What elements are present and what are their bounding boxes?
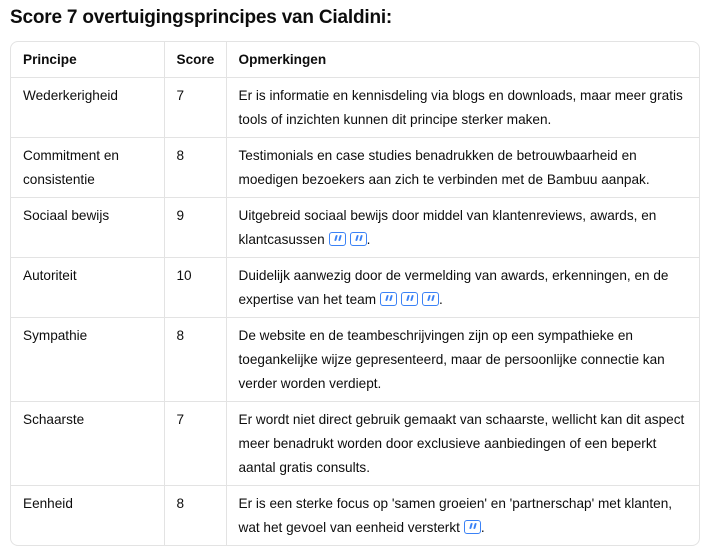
principle-cell: Schaarste: [11, 402, 164, 486]
score-cell: 7: [164, 78, 226, 138]
remarks-text: Er is een sterke focus op 'samen groeien' en 'partnerschap' met klanten, wat het gevoel van eenheid versterkt: [238, 496, 673, 535]
remarks-cell: [226, 138, 699, 198]
principle-cell: Eenheid: [23, 496, 73, 511]
quote-citation-icon[interactable]: [380, 292, 397, 306]
remarks-cell: [226, 198, 699, 258]
column-header-score: Score: [164, 42, 226, 78]
page-heading: Score 7 overtuigingsprincipes van Cialdini:: [10, 7, 393, 28]
principle-cell: Sympathie: [11, 318, 164, 402]
principle-cell: Sociaal bewijs: [11, 198, 164, 258]
remarks-text: Er is informatie en kennisdeling via blogs en downloads, maar meer gratis tools of inzichten kunnen dit principe sterker maken.: [238, 88, 683, 127]
remarks-cell: [226, 258, 699, 318]
remarks-text: Testimonials en case studies benadrukken de betrouwbaarheid en moedigen bezoekers aan zich te verbinden met de Bambuu aanpak.: [238, 148, 650, 187]
table-row: [11, 198, 699, 258]
table-row: [11, 258, 699, 318]
score-cell: 8: [164, 318, 226, 402]
remarks-text: Uitgebreid sociaal bewijs door middel van klantenreviews, awards, en klantcasussen: [238, 208, 657, 247]
score-cell: 9: [164, 198, 226, 258]
score-cell: 8: [164, 138, 226, 198]
table-row: [11, 486, 699, 546]
quote-citation-icon[interactable]: [422, 292, 439, 306]
principle-cell: Commitment en consistentie: [11, 138, 164, 198]
remarks-cell: [226, 78, 699, 138]
score-cell: 8: [164, 486, 226, 546]
remarks-suffix: .: [366, 232, 371, 247]
principles-table: [11, 42, 699, 545]
score-cell: 7: [164, 402, 226, 486]
remarks-suffix: .: [480, 520, 485, 535]
remarks-text: Er wordt niet direct gebruik gemaakt van schaarste, wellicht kan dit aspect meer benadrukt worden door exclusieve aanbiedingen of een beperkt aantal gratis consults.: [238, 412, 685, 475]
principles-table-container: [10, 41, 700, 546]
table-body: [11, 78, 699, 546]
remarks-suffix: .: [439, 292, 443, 307]
table-row: [11, 402, 699, 486]
table-header-row: [11, 42, 699, 78]
table-row: [11, 138, 699, 198]
table-row: [11, 318, 699, 402]
remarks-cell: [226, 402, 699, 486]
table-row: [11, 78, 699, 138]
column-header-principle: Principe: [11, 42, 164, 78]
score-cell: 10: [164, 258, 226, 318]
quote-citation-icon[interactable]: [464, 520, 481, 534]
remarks-text: De website en de teambeschrijvingen zijn op een sympathieke en toegankelijke wijze gepresenteerd, maar de persoonlijke connectie kan verder worden verdiept.: [238, 328, 665, 391]
remarks-text: Duidelijk aanwezig door de vermelding van awards, erkenningen, en de expertise van het team: [238, 268, 669, 307]
principle-cell: Wederkerigheid: [11, 78, 164, 138]
quote-citation-icon[interactable]: [350, 232, 367, 246]
quote-citation-icon[interactable]: [329, 232, 346, 246]
principle-cell: Autoriteit: [11, 258, 164, 318]
remarks-cell: [226, 318, 699, 402]
remarks-cell: [226, 486, 699, 546]
column-header-remarks: Opmerkingen: [226, 42, 699, 78]
quote-citation-icon[interactable]: [401, 292, 418, 306]
